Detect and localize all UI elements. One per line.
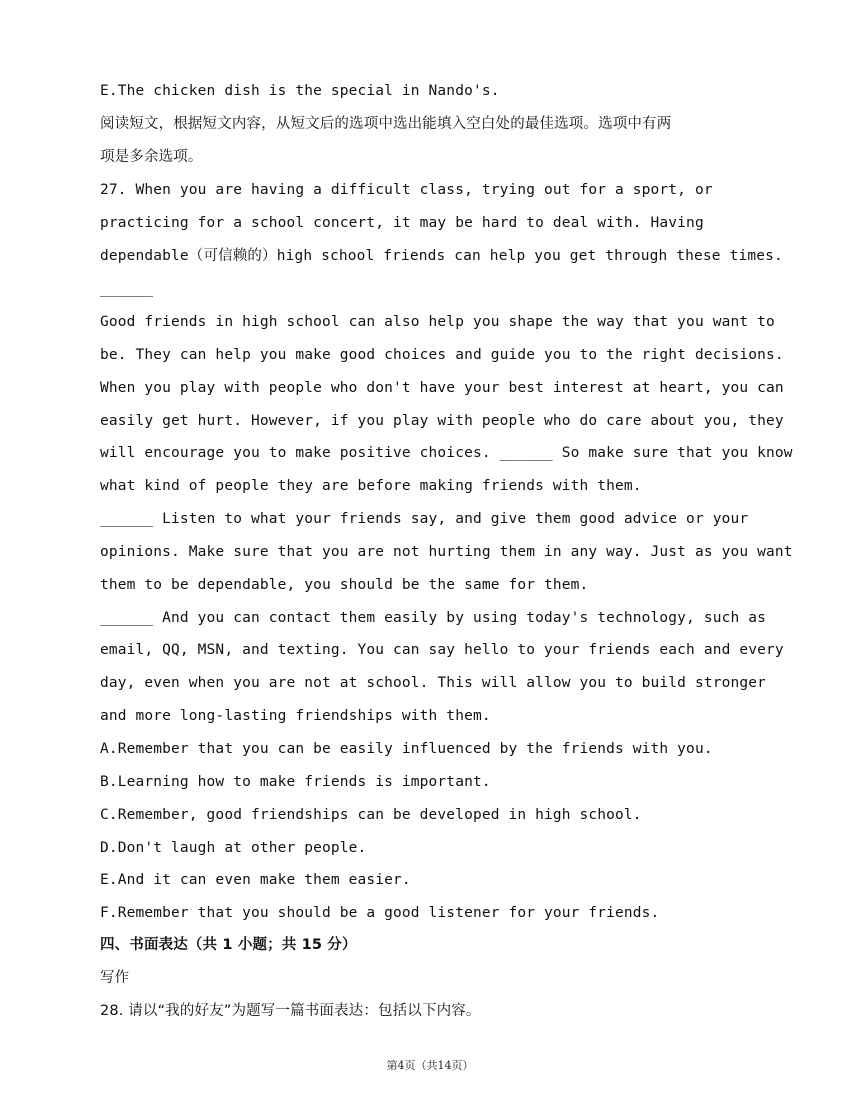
passage-line: ______ Listen to what your friends say, and give them good advice or your [100,511,749,527]
section-heading: 四、书面表达（共 1 小题；共 15 分） [100,937,357,953]
passage-line: opinions. Make sure that you are not hurting them in any way. Just as you want [100,544,793,560]
passage-line: day, even when you are not at school. This will allow you to build stronger [100,675,766,691]
passage-line: them to be dependable, you should be the same for them. [100,577,589,593]
option-e-previous-question: E.The chicken dish is the special in Nando's. [100,83,500,99]
passage-line: email, QQ, MSN, and texting. You can say hello to your friends each and every [100,642,784,658]
instructions-line-1: 阅读短文，根据短文内容，从短文后的选项中选出能填入空白处的最佳选项。选项中有两 [100,116,672,132]
instructions-line-2: 项是多余选项。 [100,149,203,165]
passage-line: be. They can help you make good choices and guide you to the right decisions. [100,347,784,363]
passage-line: what kind of people they are before making friends with them. [100,478,642,494]
section-subheading: 写作 [100,970,130,986]
passage-line: Good friends in high school can also help you shape the way that you want to [100,314,775,330]
passage-line: and more long-lasting friendships with them. [100,708,491,724]
passage-line: 27. When you are having a difficult class, trying out for a sport, or [100,182,713,198]
option-b: B.Learning how to make friends is important. [100,774,491,790]
option-d: D.Don't laugh at other people. [100,840,367,856]
page-footer: 第4页（共14页） [386,1059,474,1072]
question-28: 28. 请以“我的好友”为题写一篇书面表达：包括以下内容。 [100,1003,481,1019]
option-f: F.Remember that you should be a good listener for your friends. [100,905,660,921]
passage-line: dependable（可信赖的）high school friends can help you get through these times. [100,248,783,264]
passage-line: easily get hurt. However, if you play with people who do care about you, they [100,413,784,429]
option-a: A.Remember that you can be easily influenced by the friends with you. [100,741,713,757]
option-e: E.And it can even make them easier. [100,872,411,888]
option-c: C.Remember, good friendships can be developed in high school. [100,807,642,823]
blank-line: ______ [100,281,154,297]
passage-line: When you play with people who don't have your best interest at heart, you can [100,380,784,396]
passage-line: practicing for a school concert, it may be hard to deal with. Having [100,215,704,231]
passage-line: ______ And you can contact them easily by using today's technology, such as [100,610,766,626]
passage-line: will encourage you to make positive choices. ______ So make sure that you know [100,445,793,461]
